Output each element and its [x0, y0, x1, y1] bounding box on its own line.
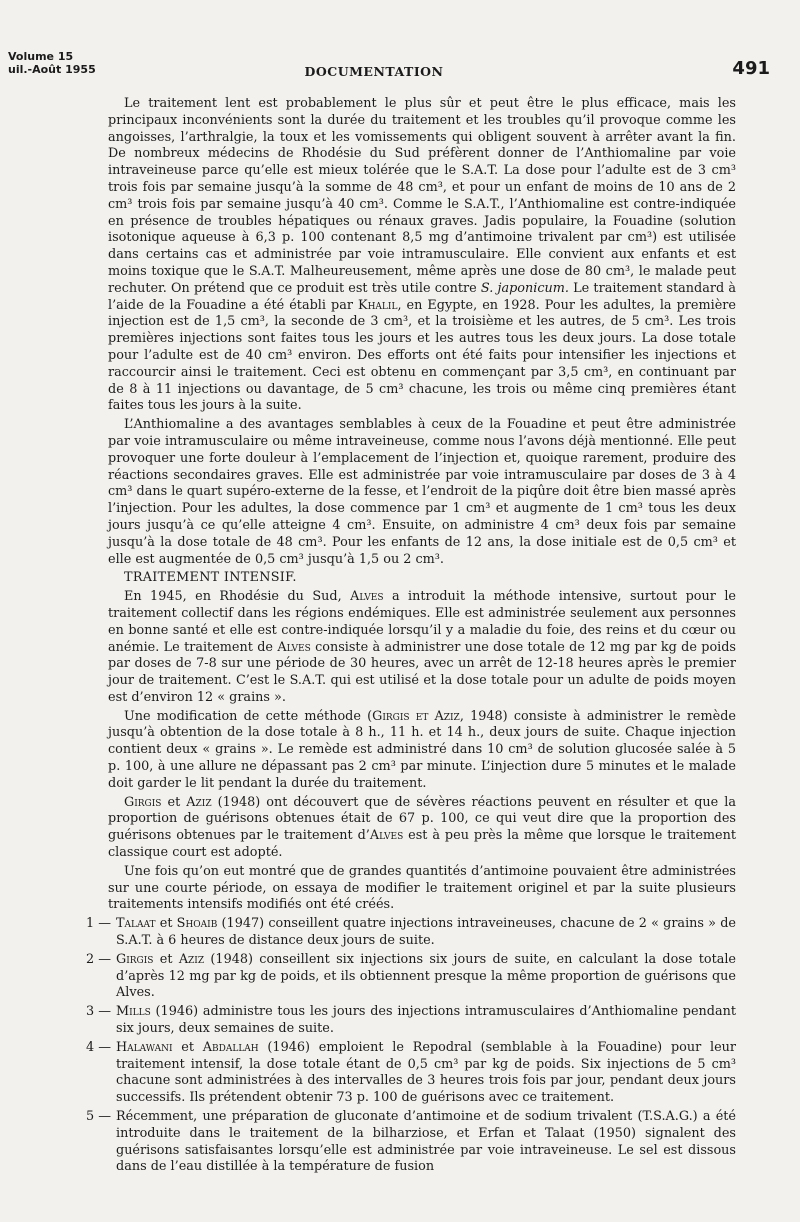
page-number: 491	[732, 58, 770, 79]
page-header	[8, 50, 770, 90]
article-body	[86, 96, 737, 1178]
issue-label: uil.-Août 1955	[8, 63, 96, 76]
list-item: 3 — Mills (1946) administre tous les jours des injections intramusculaires d’Anthiomaline pendant six jours, deux semaines de suite.	[86, 1004, 736, 1037]
numbered-list	[86, 916, 737, 1176]
paragraph: Une modification de cette méthode (Girgis et Aziz, 1948) consiste à administrer le remède jusqu’à obtention de la dose totale à 8 h., 11 h. et 14 h., deux jours de suite. Chaque injection contient deux « grains ». Le remède est administré dans 10 cm³ de solution glucosée salée à 5 p. 100, à une allure ne dépassant pas 2 cm³ par minute. L’injection dure 5 minutes et le malade doit garder le lit pendant la durée du traitement.	[108, 708, 736, 791]
list-item: 1 — Talaat et Shoaib (1947) conseillent quatre injections intraveineuses, chacune de 2 « grains » de S.A.T. à 6 heures de distance deux jours de suite.	[86, 916, 736, 949]
list-item: 2 — Girgis et Aziz (1948) conseillent six injections six jours de suite, en calculant la dose totale d’après 12 mg par kg de poids, et ils obtiennent presque la même proportion de guérisons que Alves.	[86, 951, 737, 1001]
list-item: 4 — Halawani et Abdallah (1946) emploient le Repodral (semblable à la Fouadine) pour leur traitement intensif, la dose totale étant de 0,5 cm³ par kg de poids. Six injections de 5 cm³ chacune sont administrées à des intervalles de 3 heures trois fois par jour, pendant deux jours successifs. Ils prétendent obtenir 73 p. 100 de guérisons avec ce traitement.	[86, 1039, 736, 1106]
section-heading: TRAITEMENT INTENSIF.	[124, 570, 297, 586]
list-item: 5 — Récemment, une préparation de gluconate d’antimoine et de sodium trivalent (T.S.A.G.) a été introduite dans le traitement de la bilharziose, et Erfan et Talaat (1950) signalent des guérisons satisfaisantes lorsqu’elle est administrée par voie intraveineuse. Le sel est dissous dans de l’eau distillée à la température de fusion	[86, 1109, 736, 1175]
volume-label: Volume 15	[8, 50, 74, 63]
paragraph: Une fois qu’on eut montré que de grandes quantités d’antimoine pouvaient être administrées sur une courte période, on essaya de modifier le traitement originel et par la suite plusieurs traitements intensifs modifiés ont été créés.	[108, 863, 736, 913]
paragraph: L’Anthiomaline a des avantages semblables à ceux de la Fouadine et peut être administrée par voie intramusculaire ou même intraveineuse, comme nous l’avons déjà mentionné. Elle peut provoquer une forte douleur à l’emplacement de l’injection et, quoique rarement, produire des réactions secondaires graves. Elle est administrée par voie intramusculaire par doses de 3 à 4 cm³ dans le quart supéro-externe de la fesse, et l’endroit de la piqûre doit être bien massé après l’injection. Pour les adultes, la dose commence par 1 cm³ et augmente de 1 cm³ tous les deux jours jusqu’à ce qu’elle atteigne 4 cm³. Ensuite, on administre 4 cm³ deux fois par semaine jusqu’à la dose totale de 48 cm³. Pour les enfants de 12 ans, la dose initiale est de 0,5 cm³ et elle est augmentée de 0,5 cm³ jusqu’à 1,5 ou 2 cm³.	[108, 417, 736, 567]
paragraph: En 1945, en Rhodésie du Sud, Alves a introduit la méthode intensive, surtout pour le traitement collectif dans les régions endémiques. Elle est administrée seulement aux personnes en bonne santé et elle est contre-indiquée lorsqu’il y a maladie du foie, des reins et du cœur ou anémie. Le traitement de Alves consiste à administrer une dose totale de 12 mg par kg de poids par doses de 7-8 sur une période de 30 heures, avec un arrêt de 12-18 heures après le premier jour de traitement. C’est le S.A.T. qui est utilisé et la dose totale pour un adulte de poids moyen est d’environ 12 « grains ».	[108, 589, 736, 705]
running-title: DOCUMENTATION	[304, 64, 444, 79]
paragraph: Le traitement lent est probablement le plus sûr et peut être le plus efficace, mais les principaux inconvénients sont la durée du traitement et les troubles qu’il provoque comme les angoisses, l’arthralgie, la toux et les vomissements qui obligent souvent à arrêter avant la fin. De nombreux médecins de Rhodésie du Sud préfèrent donner de l’Anthiomaline par voie intraveineuse parce qu’elle est mieux tolérée que le S.A.T. La dose pour l’adulte est de 3 cm³ trois fois par semaine jusqu’à la somme de 48 cm³, et pour un enfant de moins de 10 ans de 2 cm³ trois fois par semaine jusqu’à 40 cm³. Comme le S.A.T., l’Anthiomaline est contre-indiquée en présence de troubles hépatiques ou rénaux graves. Jadis populaire, la Fouadine (solution isotonique aqueuse à 6,3 p. 100 contenant 8,5 mg d’antimoine trivalent par cm³) est utilisée dans certains cas et administrée par voie intramusculaire. Elle convient aux enfants et est moins toxique que le S.A.T. Malheureusement, même après une dose de 80 cm³, le malade peut rechuter. On prétend que ce produit est très utile contre S. japonicum. Le traitement standard à l’aide de la Fouadine a été établi par Khalil, en Egypte, en 1928. Pour les adultes, la première injection est de 1,5 cm³, la seconde de 3 cm³, et la troisième et les autres, de 5 cm³. Les trois premières injections sont faites tous les jours et les autres tous les deux jours. La dose totale pour l’adulte est de 40 cm³ environ. Des efforts ont été faits pour intensifier les injections et raccourcir ainsi le traitement. Ceci est obtenu en commençant par 3,5 cm³, en continuant par de 8 à 11 injections ou davantage, de 5 cm³ chacune, les trois ou même cinq premières étant faites tous les jours à la suite.	[108, 96, 736, 414]
paragraph: Girgis et Aziz (1948) ont découvert que de sévères réactions peuvent en résulter et que la proportion de guérisons obtenues était de 67 p. 100, ce qui veut dire que la proportion des guérisons obtenues par le traitement d’Alves est à peu près la même que lorsque le traitement classique court est adopté.	[108, 794, 736, 861]
